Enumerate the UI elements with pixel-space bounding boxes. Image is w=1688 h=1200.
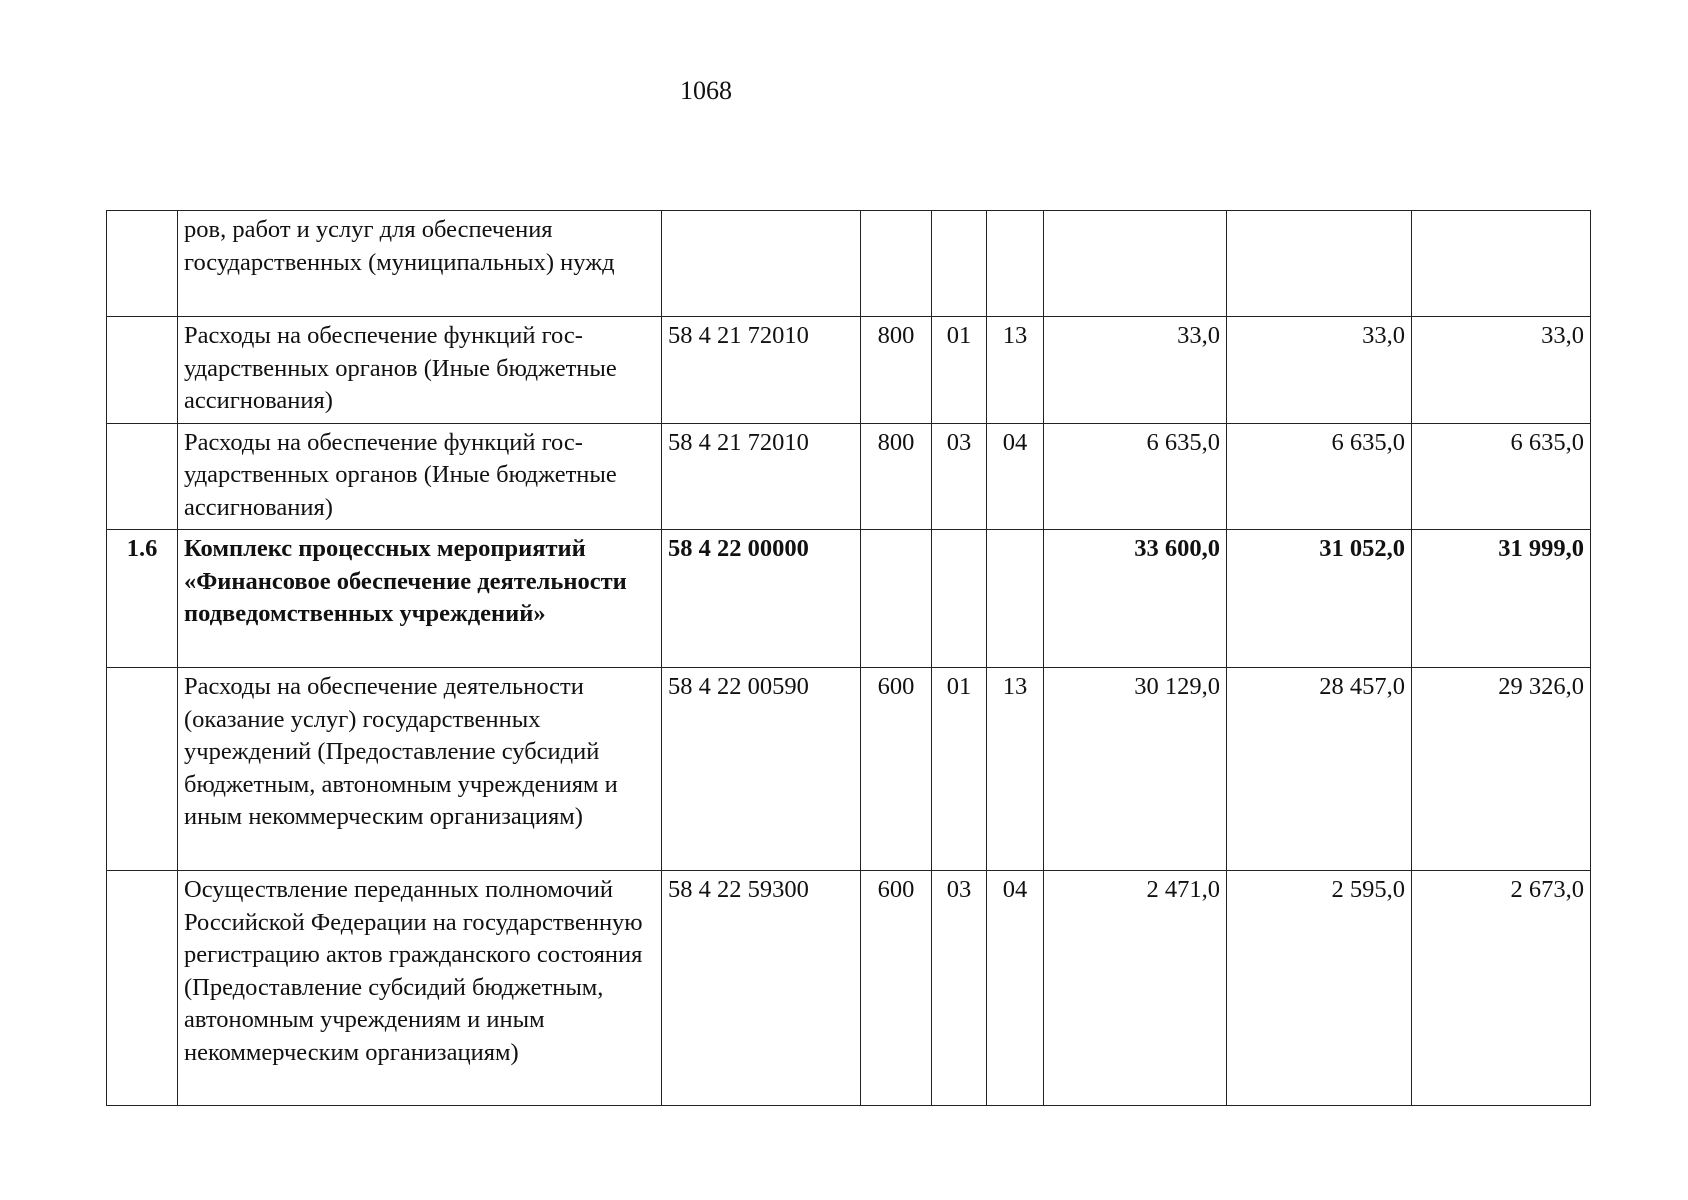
- row-number: [107, 317, 178, 424]
- row-pr: 04: [987, 423, 1044, 530]
- row-value-1: 30 129,0: [1044, 668, 1227, 871]
- row-name: Расходы на обеспечение функций государственных органов (Иные бюджетные ассигнования): [178, 423, 662, 530]
- row-code: 58 4 22 00000: [662, 530, 861, 668]
- row-name: Осуществление переданных полномочий Российской Федерации на государственную регистрацию актов гражданского состояния (Предоставление субсидий бюджетным, автономным учреждениям и иным некоммерческим организациям): [178, 871, 662, 1106]
- row-number: [107, 423, 178, 530]
- table-row: [107, 317, 1591, 424]
- row-pr: [987, 211, 1044, 317]
- row-value-2: [1227, 211, 1412, 317]
- table-row: [107, 668, 1591, 871]
- row-vr: 600: [861, 871, 932, 1106]
- table-row: [107, 871, 1591, 1106]
- row-value-3: 6 635,0: [1412, 423, 1591, 530]
- row-value-1: [1044, 211, 1227, 317]
- row-code: 58 4 21 72010: [662, 317, 861, 424]
- table-row: [107, 211, 1591, 317]
- row-pr: 04: [987, 871, 1044, 1106]
- row-vr: 800: [861, 423, 932, 530]
- row-value-1: 6 635,0: [1044, 423, 1227, 530]
- row-number: [107, 211, 178, 317]
- row-vr: [861, 211, 932, 317]
- row-value-3: 33,0: [1412, 317, 1591, 424]
- row-rz: [932, 530, 987, 668]
- row-rz: 01: [932, 317, 987, 424]
- row-number: 1.6: [107, 530, 178, 668]
- page-number: 1068: [680, 76, 732, 105]
- row-value-1: 33,0: [1044, 317, 1227, 424]
- row-name: Комплекс процессных мероприятий «Финансовое обеспечение деятельности подведомственных учреждений»: [178, 530, 662, 668]
- row-rz: 03: [932, 423, 987, 530]
- row-value-3: 31 999,0: [1412, 530, 1591, 668]
- row-value-3: [1412, 211, 1591, 317]
- row-vr: 800: [861, 317, 932, 424]
- table-row: [107, 423, 1591, 530]
- row-name: Расходы на обеспечение деятельности (оказание услуг) государственных учреждений (Предоставление субсидий бюджетным, автономным учреждениям и иным некоммерческим организациям): [178, 668, 662, 871]
- row-name: ров, работ и услуг для обеспечения государственных (муниципальных) нужд: [178, 211, 662, 317]
- row-value-3: 2 673,0: [1412, 871, 1591, 1106]
- row-code: 58 4 22 59300: [662, 871, 861, 1106]
- row-rz: 01: [932, 668, 987, 871]
- row-rz: [932, 211, 987, 317]
- row-value-2: 2 595,0: [1227, 871, 1412, 1106]
- row-code: 58 4 21 72010: [662, 423, 861, 530]
- row-value-2: 28 457,0: [1227, 668, 1412, 871]
- row-code: 58 4 22 00590: [662, 668, 861, 871]
- row-pr: [987, 530, 1044, 668]
- row-pr: 13: [987, 668, 1044, 871]
- row-number: [107, 871, 178, 1106]
- row-number: [107, 668, 178, 871]
- row-code: [662, 211, 861, 317]
- row-rz: 03: [932, 871, 987, 1106]
- row-name: Расходы на обеспечение функций государственных органов (Иные бюджетные ассигнования): [178, 317, 662, 424]
- row-value-1: 2 471,0: [1044, 871, 1227, 1106]
- row-pr: 13: [987, 317, 1044, 424]
- table-row-section: [107, 530, 1591, 668]
- table-body: [107, 211, 1591, 1106]
- row-value-3: 29 326,0: [1412, 668, 1591, 871]
- row-vr: 600: [861, 668, 932, 871]
- row-value-2: 31 052,0: [1227, 530, 1412, 668]
- budget-table: [106, 210, 1591, 1106]
- row-value-1: 33 600,0: [1044, 530, 1227, 668]
- row-vr: [861, 530, 932, 668]
- row-value-2: 33,0: [1227, 317, 1412, 424]
- row-value-2: 6 635,0: [1227, 423, 1412, 530]
